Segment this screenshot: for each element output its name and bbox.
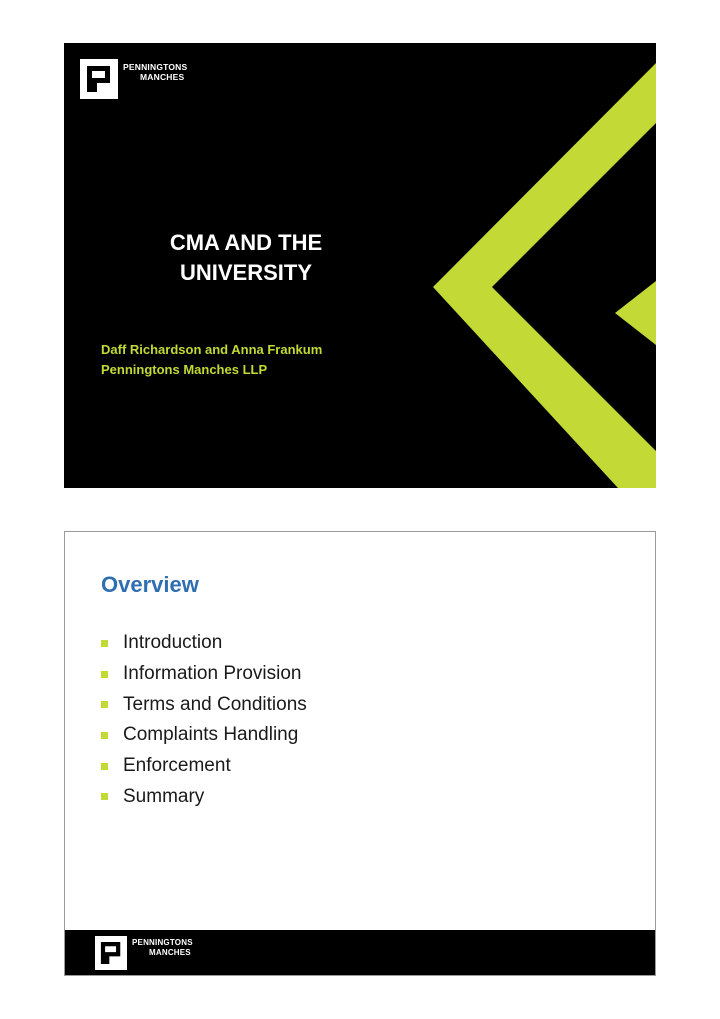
pm-logo-icon (95, 936, 127, 970)
bullet-text: Enforcement (123, 755, 231, 777)
bullet-square-icon (101, 701, 108, 708)
list-item (101, 781, 307, 812)
bullet-text: Complaints Handling (123, 724, 299, 746)
author-names: Daff Richardson and Anna Frankum (101, 342, 323, 357)
bullet-square-icon (101, 763, 108, 770)
title-slide (64, 43, 656, 488)
bullet-square-icon (101, 671, 108, 678)
company-logo (80, 59, 187, 99)
bullet-text: Summary (123, 785, 205, 807)
logo-line-2: MANCHES (149, 948, 191, 957)
list-item (101, 689, 307, 720)
authors-block (101, 340, 322, 380)
list-item (101, 720, 307, 751)
footer-bar (65, 930, 655, 975)
bullet-square-icon (101, 732, 108, 739)
bullet-text: Introduction (123, 632, 223, 654)
logo-line-2: MANCHES (140, 72, 185, 82)
title-line-2: UNIVERSITY (179, 260, 313, 285)
list-item (101, 628, 307, 659)
footer-logo (95, 936, 193, 970)
title-line-1: CMA AND THE (169, 230, 323, 255)
bullet-square-icon (101, 793, 108, 800)
bullet-square-icon (101, 640, 108, 647)
list-item (101, 659, 307, 690)
author-firm: Penningtons Manches LLP (101, 362, 268, 377)
slide-title (124, 228, 368, 288)
slide-heading: Overview (101, 572, 199, 597)
pm-logo-icon (80, 59, 118, 99)
bullet-text: Terms and Conditions (123, 693, 307, 715)
bullet-list (101, 628, 307, 812)
bullet-text: Information Provision (123, 663, 302, 685)
list-item (101, 751, 307, 782)
logo-line-1: PENNINGTONS (123, 62, 188, 72)
logo-line-1: PENNINGTONS (132, 938, 193, 947)
overview-slide (64, 531, 656, 976)
